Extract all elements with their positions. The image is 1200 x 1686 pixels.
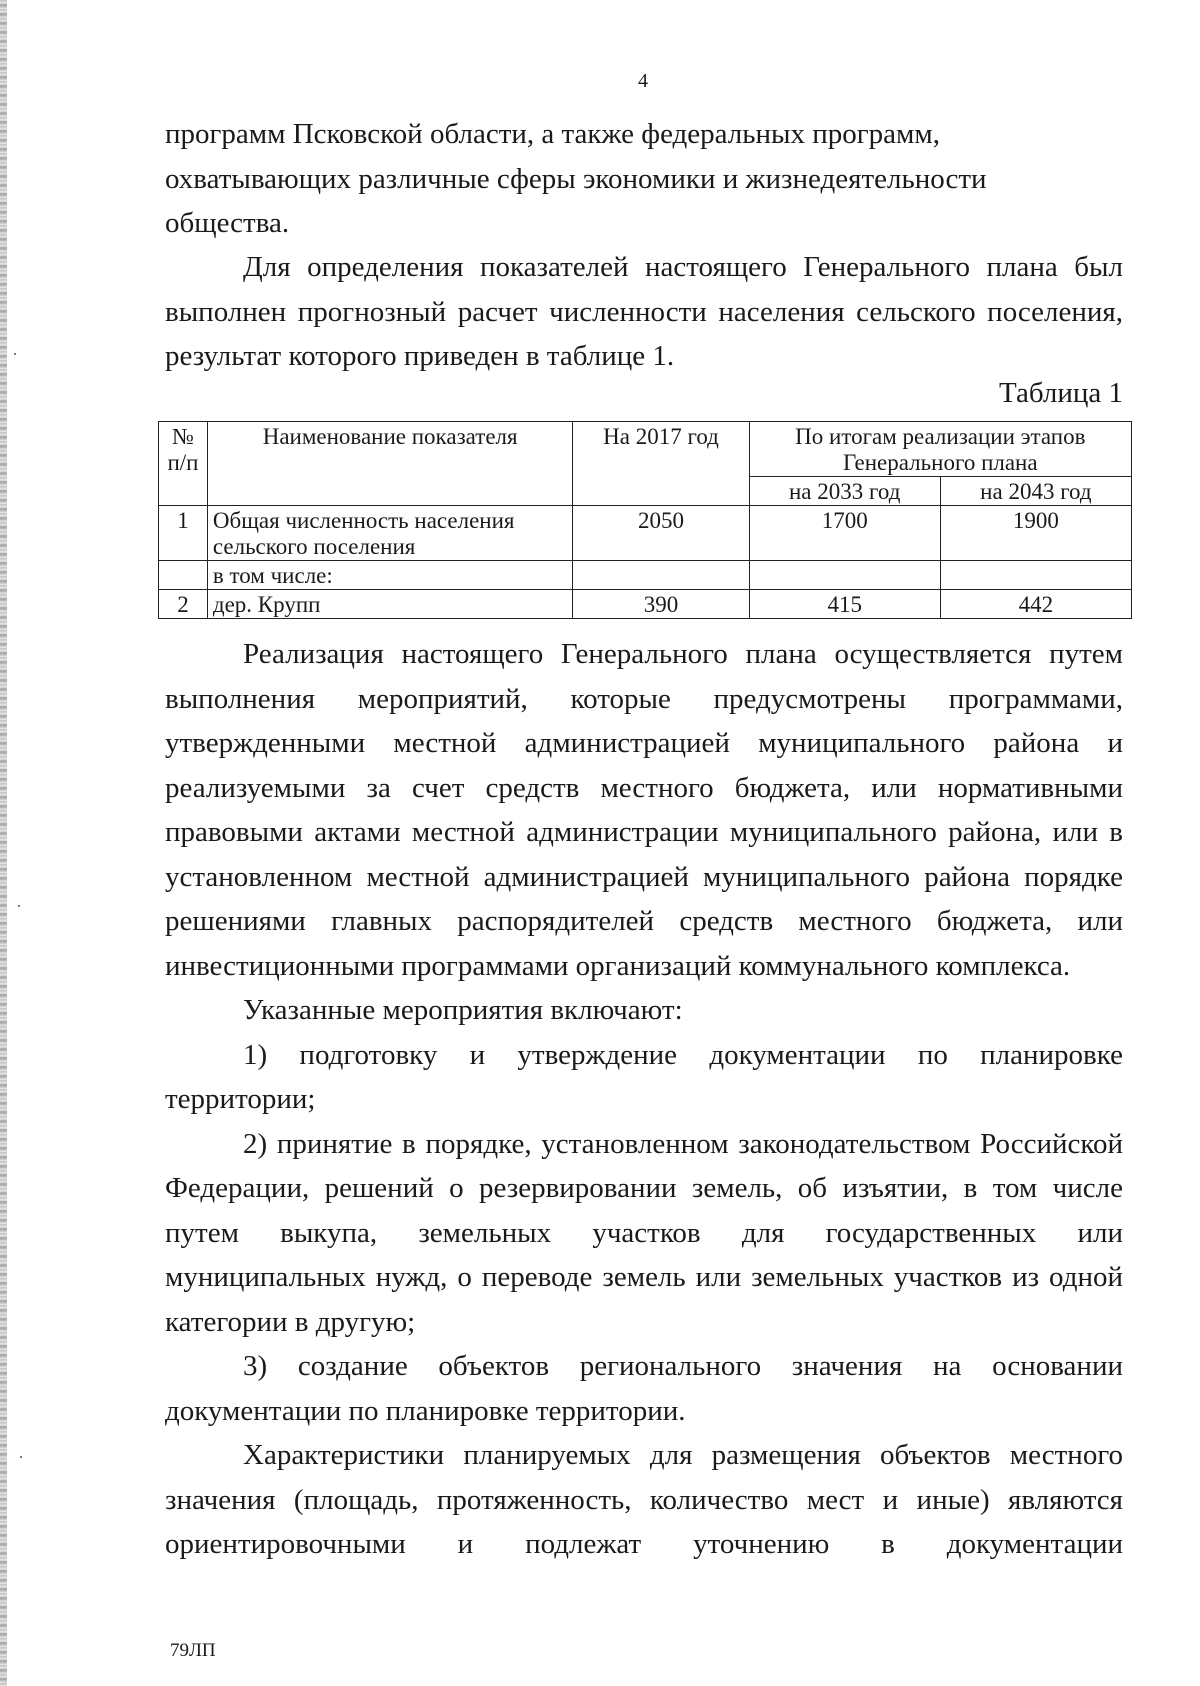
header-stages: По итогам реализации этапов Генерального плана — [749, 422, 1131, 477]
forecast-paragraph: Для определения показателей настоящего Генерального плана был выполнен прогнозный расчет численности населения сельского поселения, результат которого приведен в таблице 1. — [165, 251, 1123, 372]
row-num: 1 — [159, 506, 208, 561]
intro-line: общества. — [165, 207, 290, 239]
scan-speck — [18, 905, 20, 907]
table-row — [159, 506, 1132, 561]
body-text — [165, 632, 1123, 1567]
implementation-paragraph: Реализация настоящего Генерального плана осуществляется путем выполнения мероприятий, которые предусмотрены программами, утвержденными местной администрацией муниципального района и реализуемыми за счет средств местного бюджета, или нормативными правовыми актами местной администрации муниципального района, или в установленном местной администрацией муниципального района порядке решениями главных распорядителей средств местного бюджета, или инвестиционными программами организаций коммунального комплекса. — [165, 638, 1123, 982]
measure-item: 1) подготовку и утверждение документации по планировке территории; — [165, 1038, 1123, 1115]
scan-speck — [20, 1456, 22, 1458]
intro-line: программ Псковской области, а также федеральных программ, — [165, 118, 940, 150]
row-name: Общая численность населения сельского поселения — [207, 506, 573, 561]
row-value-2043: 442 — [940, 590, 1131, 619]
intro-line: охватывающих различные сферы экономики и жизнедеятельности — [165, 162, 987, 195]
row-value-2017: 2050 — [573, 506, 749, 561]
header-2017: На 2017 год — [573, 422, 749, 506]
header-2043: на 2043 год — [940, 477, 1131, 506]
measure-item: 3) создание объектов регионального значения на основании документации по планировке территории. — [165, 1350, 1123, 1427]
intro-paragraph — [165, 112, 1123, 246]
population-table — [158, 421, 1132, 619]
row-num — [159, 561, 208, 590]
table-row — [159, 561, 1132, 590]
row-value-2043: 1900 — [940, 506, 1131, 561]
forecast-paragraph-block — [165, 245, 1123, 379]
measures-intro: Указанные мероприятия включают: — [243, 994, 683, 1026]
table-caption: Таблица 1 — [998, 377, 1123, 409]
row-name: дер. Крупп — [207, 590, 573, 619]
row-value-2033 — [749, 561, 940, 590]
header-name: Наименование показателя — [207, 422, 573, 506]
document-code: 79ЛП — [170, 1640, 216, 1661]
row-value-2017: 390 — [573, 590, 749, 619]
row-name: в том числе: — [207, 561, 573, 590]
row-value-2033: 415 — [749, 590, 940, 619]
header-num: № п/п — [159, 422, 208, 506]
table-header-row — [159, 422, 1132, 477]
row-value-2043 — [940, 561, 1131, 590]
scan-speck — [14, 353, 16, 355]
characteristics-paragraph: Характеристики планируемых для размещения объектов местного значения (площадь, протяженность, количество мест и иные) являются ориентировочными и подлежат уточнению в документации — [165, 1439, 1123, 1560]
scan-edge — [0, 0, 7, 1686]
page-number: 4 — [638, 70, 648, 92]
table-row — [159, 590, 1132, 619]
row-value-2033: 1700 — [749, 506, 940, 561]
header-2033: на 2033 год — [749, 477, 940, 506]
row-num: 2 — [159, 590, 208, 619]
measure-item: 2) принятие в порядке, установленном законодательством Российской Федерации, решений о резервировании земель, об изъятии, в том числе путем выкупа, земельных участков для государственных или муниципальных нужд, о переводе земель или земельных участков из одной категории в другую; — [165, 1127, 1123, 1338]
row-value-2017 — [573, 561, 749, 590]
